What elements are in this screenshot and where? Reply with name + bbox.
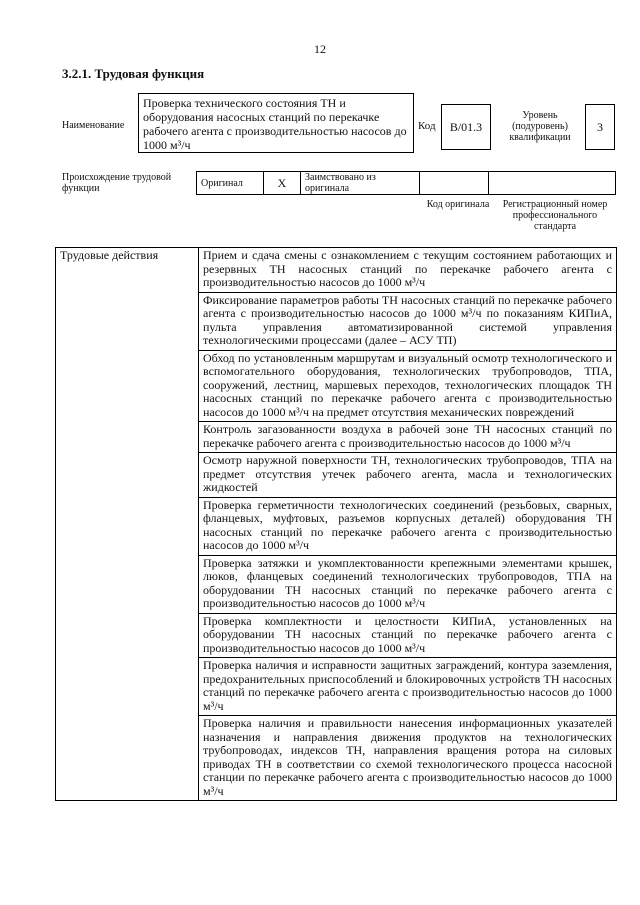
labor-actions-label: Трудовые действия [56, 248, 199, 801]
labor-action-item: Осмотр наружной поверхности ТН, технологических трубопроводов, ТПА на предмет отсутствия утечек рабочего агента, масла и технологических жидкостей [199, 453, 617, 498]
page-number: 12 [314, 42, 326, 56]
origin-table [196, 171, 616, 195]
labor-action-item: Проверка наличия и исправности защитных заграждений, контура заземления, предохранительных приспособлений и блокировочных устройств ТН насосных станций по перекачке рабочего агента с производительностью насосов до 1000 м³/ч [199, 658, 617, 716]
name-value: Проверка технического состояния ТН и оборудования насосных станций по перекачке рабочего агента с производительностью насосов до 1000 м³/ч [138, 93, 414, 153]
borrowed-label: Заимствовано из оригинала [301, 172, 420, 195]
labor-action-item: Проверка герметичности технологических соединений (резьбовых, сварных, фланцевых, муфтовых, разъемов корпусных деталей) оборудования ТН насосных станций по перекачке рабочего агента с производительностью насосов до 1000 м³/ч [199, 497, 617, 555]
labor-action-item: Прием и сдача смены с ознакомлением с текущим состоянием работающих и резервных ТН насосных станций по перекачке рабочего агента с производительностью насосов до 1000 м³/ч [199, 248, 617, 293]
original-label: Оригинал [197, 172, 264, 195]
table-row [56, 248, 617, 293]
level-label: Уровень (подуровень) квалификации [509, 110, 571, 143]
labor-action-item: Обход по установленным маршрутам и визуальный осмотр технологического и вспомогательного оборудования, технологических трубопроводов, ТПА, сооружений, лестниц, маршевых переходов, технологических площадок ТН насосных станций по перекачке рабочего агента с производительностью насосов до 1000 м³/ч на предмет отсутствия механических повреждений [199, 350, 617, 422]
level-value: 3 [585, 104, 615, 150]
origin-label: Происхождение трудовой функции [62, 172, 172, 194]
labor-action-item: Проверка комплектности и целостности КИПиА, установленных на оборудовании ТН насосных станций по перекачке рабочего агента с производительностью насосов до 1000 м³/ч [199, 613, 617, 658]
origin-code-cell [420, 172, 489, 195]
labor-actions-table [55, 247, 617, 801]
original-mark: X [264, 172, 301, 195]
name-label: Наименование [62, 120, 125, 131]
labor-action-item: Проверка затяжки и укомплектованности крепежными элементами крышек, люков, фланцевых соединений технологических трубопроводов, ТПА на оборудовании ТН насосных станций по перекачке рабочего агента с производительностью насосов до 1000 м³/ч [199, 555, 617, 613]
labor-action-item: Контроль загазованности воздуха в рабочей зоне ТН насосных станций по перекачке рабочего агента с производительностью насосов до 1000 м³/ч [199, 422, 617, 453]
code-label: Код [418, 120, 436, 132]
section-heading: 3.2.1. Трудовая функция [62, 66, 205, 81]
code-caption: Код оригинала [426, 199, 490, 210]
reg-caption: Регистрационный номер профессионального стандарта [502, 199, 608, 232]
code-value: B/01.3 [441, 104, 491, 150]
labor-action-item: Фиксирование параметров работы ТН насосных станций по перекачке рабочего агента с производительностью насосов до 1000 м³/ч по показаниям КИПиА, пульта управления автоматизированной системой управления технологическими процессами (далее – АСУ ТП) [199, 292, 617, 350]
labor-action-item: Проверка наличия и правильности нанесения информационных указателей назначения и направления движения продуктов на технологических трубопроводах, индексов ТН, направления вращения ротора на силовых приводах ТН в соответствии со схемой технологического процесса насосной станции по перекачке рабочего агента с производительностью насосов до 1000 м³/ч [199, 716, 617, 801]
origin-reg-cell [489, 172, 616, 195]
